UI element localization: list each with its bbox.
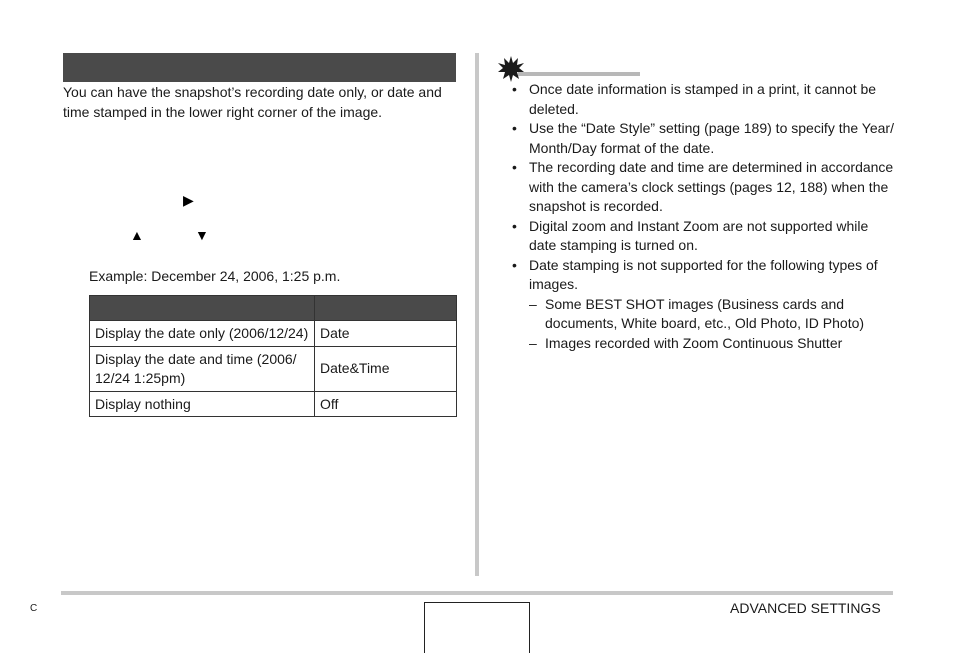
- page-number-box: [424, 602, 530, 653]
- important-burst-icon: [497, 55, 525, 83]
- list-item: • Once date information is stamped in a print, it cannot be deleted.: [512, 81, 877, 117]
- table-header-cell: [315, 296, 457, 321]
- date-stamp-settings-table: [89, 295, 457, 417]
- sub-list-item: – Some BEST SHOT images (Business cards and documents, White board, etc., Old Photo, ID Photo): [529, 295, 865, 331]
- footer-rule: [61, 591, 893, 595]
- notes-list: [512, 80, 897, 353]
- note-text: Once date information is stamped in a print, it cannot be deleted.: [529, 81, 877, 117]
- sub-list-item: – Images recorded with Zoom Continuous Shutter: [529, 334, 843, 351]
- note-text: Use the “Date Style” setting (page 189) to specify the Year/ Month/Day format of the date.: [529, 120, 894, 156]
- list-item: • Date stamping is not supported for the following types of images. – Some BEST SHOT images (Business cards and documents, White board, etc., Old Photo, ID Photo) – Images recorded with Zoom Continuous Shutter: [512, 256, 897, 354]
- footer-left-mark: C: [30, 603, 38, 614]
- footer-section-title: ADVANCED SETTINGS: [730, 600, 881, 616]
- list-item: • Use the “Date Style” setting (page 189) to specify the Year/ Month/Day format of the date.: [512, 120, 894, 156]
- sub-note-text: Images recorded with Zoom Continuous Shutter: [545, 334, 843, 351]
- table-cell-description: Display nothing: [90, 391, 315, 417]
- note-heading-rule: [518, 72, 640, 76]
- column-divider: [475, 53, 479, 576]
- intro-text: You can have the snapshot’s recording date only, or date and time stamped in the lower right corner of the image.: [63, 84, 442, 120]
- sub-note-text: Some BEST SHOT images (Business cards and documents, White board, etc., Old Photo, ID Photo): [545, 295, 865, 331]
- table-cell-description: Display the date and time (2006/ 12/24 1:25pm): [90, 346, 315, 391]
- note-text: Date stamping is not supported for the following types of images.: [529, 256, 878, 292]
- section-header-bar: [63, 53, 456, 82]
- table-cell-setting: Date&Time: [315, 346, 457, 391]
- list-item: • The recording date and time are determined in accordance with the camera’s clock settings (pages 12, 188) when the snapshot is recorded.: [512, 159, 894, 214]
- list-item: • Digital zoom and Instant Zoom are not supported while date stamping is turned on.: [512, 217, 869, 253]
- table-row: [90, 346, 457, 391]
- table-row: [90, 391, 457, 417]
- down-arrow-icon: ▼: [195, 227, 209, 243]
- note-text: The recording date and time are determined in accordance with the camera’s clock settings (pages 12, 188) when the snapshot is recorded.: [529, 159, 894, 214]
- example-text: Example: December 24, 2006, 1:25 p.m.: [89, 268, 341, 284]
- table-cell-setting: Off: [315, 391, 457, 417]
- table-cell-setting: Date: [315, 321, 457, 347]
- table-header-row: [90, 296, 457, 321]
- note-text: Digital zoom and Instant Zoom are not supported while date stamping is turned on.: [529, 217, 869, 253]
- table-cell-description: Display the date only (2006/12/24): [90, 321, 315, 347]
- right-arrow-icon: ▶: [183, 192, 194, 208]
- sub-notes-list: [529, 295, 897, 354]
- table-row: [90, 321, 457, 347]
- up-arrow-icon: ▲: [130, 227, 144, 243]
- table-header-cell: [90, 296, 315, 321]
